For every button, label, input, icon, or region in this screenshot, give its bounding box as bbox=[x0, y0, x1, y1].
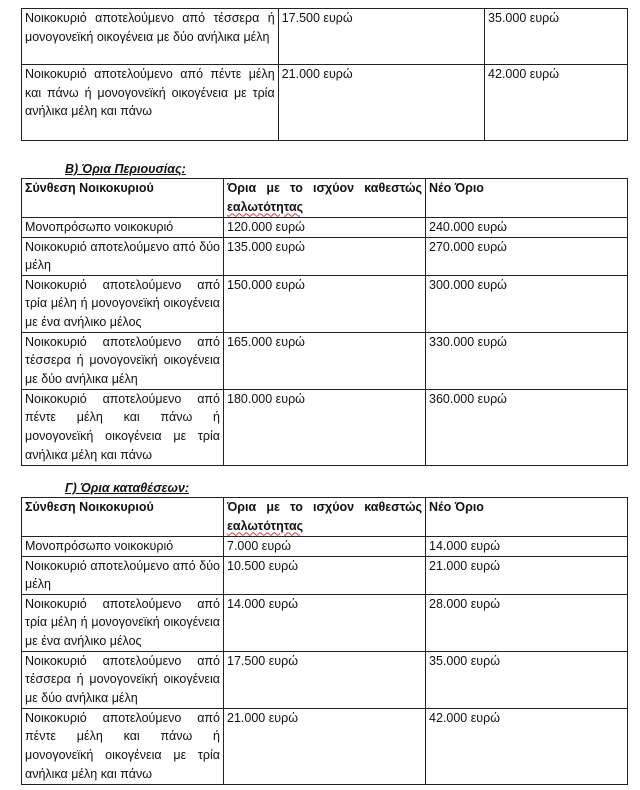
table-row bbox=[22, 218, 628, 238]
current-limit-cell: 165.000 ευρώ bbox=[224, 332, 426, 389]
new-limit-cell: 42.000 ευρώ bbox=[426, 708, 628, 784]
new-limit-cell: 35.000 ευρώ bbox=[485, 9, 628, 65]
current-limit-cell: 14.000 ευρώ bbox=[224, 594, 426, 651]
table-row bbox=[22, 537, 628, 557]
current-limit-cell: 180.000 ευρώ bbox=[224, 389, 426, 465]
header-current-limit: Όρια με το ισχύον καθεστώς εαλωτότητας bbox=[224, 179, 426, 218]
header-new-limit: Νέο Όριο bbox=[426, 498, 628, 537]
new-limit-cell: 28.000 ευρώ bbox=[426, 594, 628, 651]
current-limit-cell: 21.000 ευρώ bbox=[278, 65, 484, 141]
table-header-row bbox=[22, 179, 628, 218]
composition-cell: Νοικοκυριό αποτελούμενο από δύο μέλη bbox=[22, 237, 224, 275]
table-row bbox=[22, 556, 628, 594]
table-row bbox=[22, 65, 628, 141]
composition-cell: Μονοπρόσωπο νοικοκυριό bbox=[22, 537, 224, 557]
section-c-title: Γ) Όρια καταθέσεων: bbox=[65, 481, 190, 495]
misspelled-word: εαλωτότητας bbox=[227, 518, 304, 533]
composition-cell: Νοικοκυριό αποτελούμενο από πέντε μέλη και πάνω ή μονογονεϊκή οικογένεια με τρία ανήλικα μέλη και πάνω bbox=[22, 389, 224, 465]
new-limit-cell: 270.000 ευρώ bbox=[426, 237, 628, 275]
composition-cell: Νοικοκυριό αποτελούμενο από δύο μέλη bbox=[22, 556, 224, 594]
table-row bbox=[22, 275, 628, 332]
new-limit-cell: 300.000 ευρώ bbox=[426, 275, 628, 332]
new-limit-cell: 360.000 ευρώ bbox=[426, 389, 628, 465]
current-limit-cell: 21.000 ευρώ bbox=[224, 708, 426, 784]
composition-cell: Νοικοκυριό αποτελούμενο από τέσσερα ή μονογονεϊκή οικογένεια με δύο ανήλικα μέλη bbox=[22, 651, 224, 708]
income-limits-table-continued bbox=[21, 8, 628, 141]
composition-cell: Νοικοκυριό αποτελούμενο από τέσσερα ή μονογονεϊκή οικογένεια με δύο ανήλικα μέλη bbox=[22, 9, 279, 65]
deposit-limits-table bbox=[21, 497, 628, 785]
current-limit-cell: 17.500 ευρώ bbox=[224, 651, 426, 708]
header-composition: Σύνθεση Νοικοκυριού bbox=[22, 179, 224, 218]
new-limit-cell: 240.000 ευρώ bbox=[426, 218, 628, 238]
current-limit-cell: 135.000 ευρώ bbox=[224, 237, 426, 275]
current-limit-cell: 150.000 ευρώ bbox=[224, 275, 426, 332]
current-limit-cell: 10.500 ευρώ bbox=[224, 556, 426, 594]
composition-cell: Νοικοκυριό αποτελούμενο από τρία μέλη ή μονογονεϊκή οικογένεια με ένα ανήλικο μέλος bbox=[22, 275, 224, 332]
new-limit-cell: 330.000 ευρώ bbox=[426, 332, 628, 389]
table-row bbox=[22, 651, 628, 708]
table-row bbox=[22, 237, 628, 275]
misspelled-word: εαλωτότητας bbox=[227, 199, 304, 214]
composition-cell: Νοικοκυριό αποτελούμενο από πέντε μέλη και πάνω ή μονογονεϊκή οικογένεια με τρία ανήλικα μέλη και πάνω bbox=[22, 65, 279, 141]
table-row bbox=[22, 332, 628, 389]
table-row bbox=[22, 594, 628, 651]
header-current-limit: Όρια με το ισχύον καθεστώς εαλωτότητας bbox=[224, 498, 426, 537]
composition-cell: Μονοπρόσωπο νοικοκυριό bbox=[22, 218, 224, 238]
header-composition: Σύνθεση Νοικοκυριού bbox=[22, 498, 224, 537]
composition-cell: Νοικοκυριό αποτελούμενο από τέσσερα ή μονογονεϊκή οικογένεια με δύο ανήλικα μέλη bbox=[22, 332, 224, 389]
table-header-row bbox=[22, 498, 628, 537]
current-limit-cell: 120.000 ευρώ bbox=[224, 218, 426, 238]
section-b-title: Β) Όρια Περιουσίας: bbox=[65, 162, 186, 176]
table-row bbox=[22, 389, 628, 465]
composition-cell: Νοικοκυριό αποτελούμενο από πέντε μέλη και πάνω ή μονογονεϊκή οικογένεια με τρία ανήλικα μέλη και πάνω bbox=[22, 708, 224, 784]
current-limit-cell: 7.000 ευρώ bbox=[224, 537, 426, 557]
table-row bbox=[22, 9, 628, 65]
table-row bbox=[22, 708, 628, 784]
new-limit-cell: 14.000 ευρώ bbox=[426, 537, 628, 557]
composition-cell: Νοικοκυριό αποτελούμενο από τρία μέλη ή μονογονεϊκή οικογένεια με ένα ανήλικο μέλος bbox=[22, 594, 224, 651]
property-limits-table bbox=[21, 178, 628, 466]
current-limit-cell: 17.500 ευρώ bbox=[278, 9, 484, 65]
new-limit-cell: 21.000 ευρώ bbox=[426, 556, 628, 594]
new-limit-cell: 42.000 ευρώ bbox=[485, 65, 628, 141]
header-new-limit: Νέο Όριο bbox=[426, 179, 628, 218]
new-limit-cell: 35.000 ευρώ bbox=[426, 651, 628, 708]
